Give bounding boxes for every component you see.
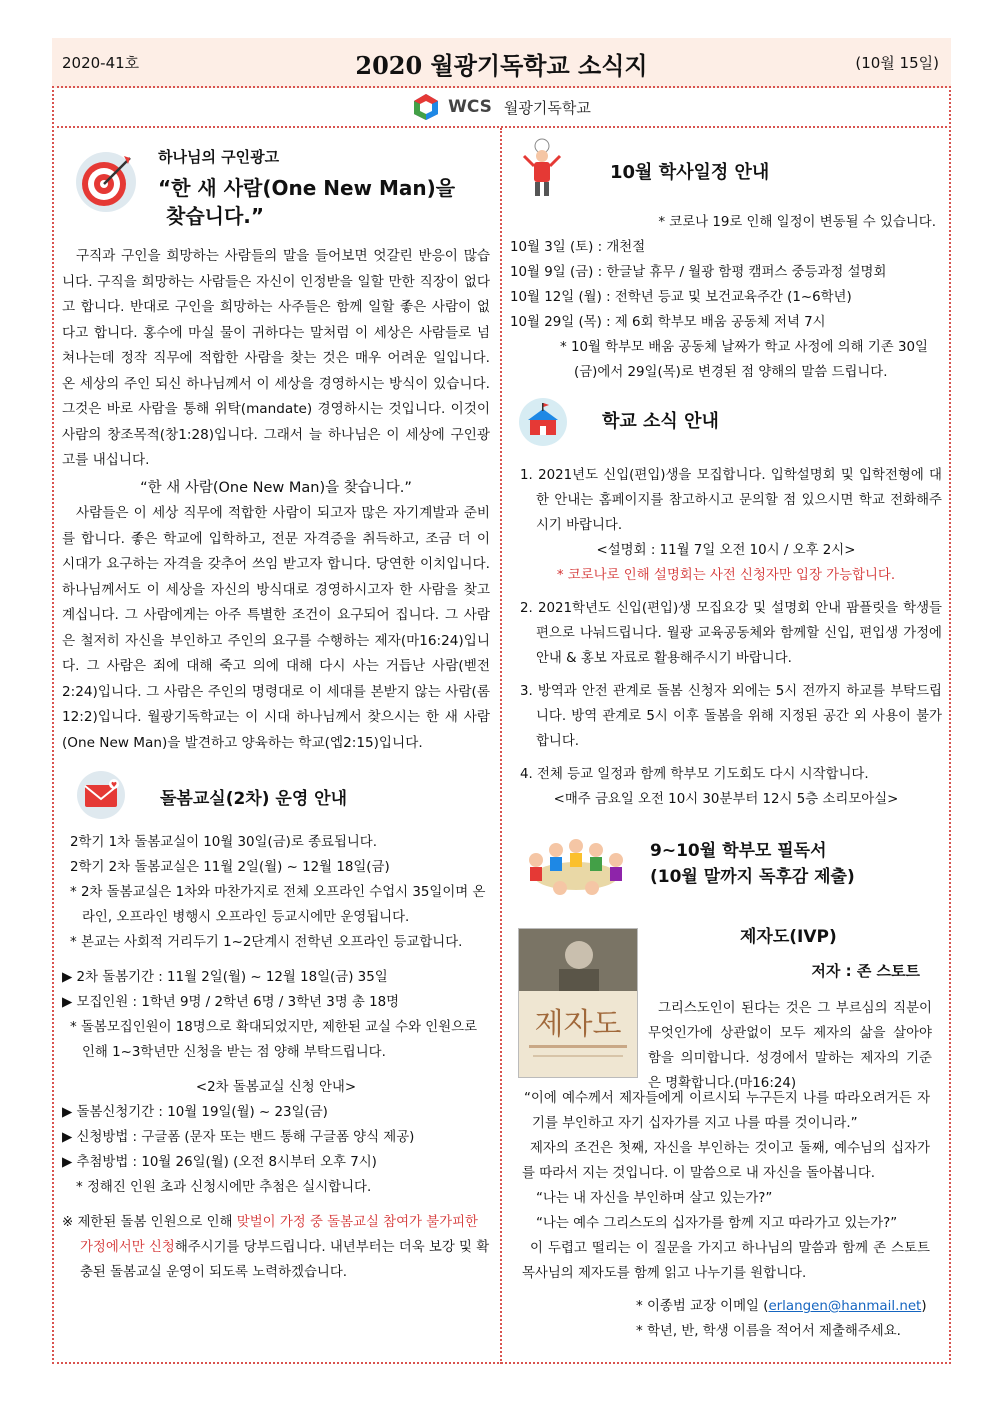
newsletter-header bbox=[52, 38, 951, 88]
book-quote: “이에 예수께서 제자들에게 이르시되 누구든지 나를 따라오려거든 자기를 부인하고 자기 십자가를 지고 나를 따를 것이니라.” bbox=[524, 1091, 930, 1131]
book-title-1: 9~10월 학부모 필독서 bbox=[650, 841, 827, 861]
news-item-4-sub: <매주 금요일 오전 10시 30분부터 12시 5층 소리모아실> bbox=[553, 792, 899, 807]
right-column bbox=[510, 132, 942, 1344]
ad-header bbox=[62, 132, 490, 242]
news-item-1-sub: <설명회 : 11월 7일 오전 10시 / 오후 2시> bbox=[596, 543, 856, 558]
book-info bbox=[510, 920, 942, 1091]
book-cover-rule-2 bbox=[533, 1055, 623, 1057]
book-question-1: “나는 내 자신을 부인하며 살고 있는가?” bbox=[536, 1191, 773, 1206]
book-cover bbox=[518, 928, 638, 1078]
schedule-note: * 10월 학부모 배움 공동체 날짜가 학교 사정에 의해 기존 30일(금)에서 29일(목)로 변경된 점 양해의 말씀 드립니다. bbox=[560, 340, 928, 380]
care-note-4: * 정해진 인원 초과 신청시에만 추첨은 실시합니다. bbox=[76, 1180, 372, 1195]
care-header bbox=[62, 766, 490, 830]
care-period: ▶ 2차 돌봄기간 : 11월 2일(월) ~ 12월 18일(금) 35일 bbox=[62, 970, 388, 985]
care-final-post: 해주시기를 당부드립니다. 내년부터는 더욱 보강 및 확충된 돌봄교실 운영이 되도록 노력하겠습니다. bbox=[80, 1240, 490, 1280]
care-title: 돌봄교실(2차) 운영 안내 bbox=[160, 789, 348, 809]
ad-headline-line1: “한 새 사람(One New Man)을 bbox=[158, 176, 456, 200]
book-question-2: “나는 예수 그리스도의 십자가를 함께 지고 따라가고 있는가?” bbox=[536, 1216, 898, 1231]
care-note-1: * 2차 돌봄교실은 1차와 마찬가지로 전체 오프라인 수업시 35일이며 온라인, 오프라인 병행시 오프라인 등교시에만 운영됩니다. bbox=[70, 885, 486, 925]
news-item-3: 3. 방역과 안전 관계로 돌봄 신청자 외에는 5시 전까지 하교를 부탁드립니다. 방역 관계로 5시 이후 돌봄을 위해 지정된 공간 외 사용이 불가합니다. bbox=[520, 684, 942, 749]
book-submit-note: * 학년, 반, 학생 이름을 적어서 제출해주세요. bbox=[636, 1324, 901, 1339]
chef-icon bbox=[522, 138, 562, 198]
care-line-1: 2학기 1차 돌봄교실이 10월 30일(금)로 종료됩니다. bbox=[70, 835, 378, 850]
wcs-logo-icon bbox=[412, 93, 440, 121]
book-email-line bbox=[510, 1294, 942, 1319]
care-apply-period: ▶ 돌봄신청기간 : 10월 19일(월) ~ 23일(금) bbox=[62, 1105, 328, 1120]
mail-icon bbox=[76, 770, 126, 820]
schedule-header bbox=[510, 132, 942, 210]
schedule-item-1: 10월 3일 (토) : 개천절 bbox=[510, 240, 646, 255]
ad-paragraph-1: 구직과 구인을 희망하는 사람들의 말을 들어보면 엇갈린 반응이 많습니다. 구직을 희망하는 사람들은 자신이 인정받을 일할 만한 직장이 없다고 합니다. 반대로 구인을 희망하는 사주들은 함께 일할 좋은 사람이 없다고 합니다. 홍수에 마실 물이 귀하다는 말처럼 이 세상은 사람들로 넘쳐나는데 정작 직무에 적합한 사람을 찾는 것은 매우 어려운 일입니다. 온 세상의 주인 되신 하나님께서 이 세상을 경영하시는 방식이 있습니다. 그것은 바로 사람을 통해 위탁(mandate) 경영하시는 것입니다. 이것이 사람의 창조목적(창1:28)입니다. 그래서 늘 하나님은 이 세상에 구인광고를 내십니다. bbox=[62, 248, 490, 468]
book-ending: 이 두렵고 떨리는 이 질문을 가지고 하나님의 말씀과 함께 존 스토트 목사님의 제자도를 함께 읽고 나누기를 원합니다. bbox=[522, 1241, 930, 1281]
book-email-suffix: ) bbox=[921, 1299, 927, 1314]
book-name: 제자도(IVP) bbox=[740, 927, 837, 947]
care-apply-title: <2차 돌봄교실 신청 안내> bbox=[195, 1080, 357, 1095]
schedule-item-3: 10월 12일 (월) : 전학년 등교 및 보건교육주간 (1~6학년) bbox=[510, 290, 852, 305]
ad-kicker: 하나님의 구인광고 bbox=[158, 148, 280, 166]
ad-quote: “한 새 사람(One New Man)을 찾습니다.” bbox=[140, 479, 412, 496]
children-icon bbox=[520, 832, 632, 902]
schedule-item-2: 10월 9일 (금) : 한글날 휴무 / 월광 함평 캠퍼스 중등과정 설명회 bbox=[510, 265, 887, 280]
issue-date: (10월 15일) bbox=[855, 54, 939, 72]
care-recruit: ▶ 모집인원 : 1학년 9명 / 2학년 6명 / 3학년 3명 총 18명 bbox=[62, 995, 400, 1010]
care-note-2: * 본교는 사회적 거리두기 1~2단계시 전학년 오프라인 등교합니다. bbox=[70, 935, 463, 950]
schedule-title: 10월 학사일정 안내 bbox=[610, 162, 770, 183]
news-item-1-warning: * 코로나로 인해 설명회는 사전 신청자만 입장 가능합니다. bbox=[556, 568, 896, 583]
care-lottery: ▶ 추첨방법 : 10월 26일(월) (오전 8시부터 오후 7시) bbox=[62, 1155, 377, 1170]
book-header bbox=[510, 824, 942, 920]
care-apply-method: ▶ 신청방법 : 구글폼 (문자 또는 밴드 통해 구글폼 양식 제공) bbox=[62, 1130, 415, 1145]
svg-text:♥: ♥ bbox=[110, 781, 118, 789]
care-final-highlight: 맞벌이 가정 중 돌봄교실 참여가 불가피한 가정에서만 신청 bbox=[80, 1215, 478, 1255]
book-email-prefix: * 이종범 교장 이메일 ( bbox=[636, 1299, 769, 1314]
book-cover-rule bbox=[529, 1045, 627, 1048]
logo-wcs: WCS bbox=[448, 97, 492, 117]
book-intro: 그리스도인이 된다는 것은 그 부르심의 직분이 무엇인가에 상관없이 모두 제자의 삶을 살아야 함을 의미합니다. 성경에서 말하는 제자의 기준은 명확합니다.(마16:24) bbox=[648, 1001, 932, 1091]
news-item-2: 2. 2021학년도 신입(편입)생 모집요강 및 설명회 안내 팜플릿을 학생들 편으로 나눠드립니다. 월광 교육공동체와 함께할 신입, 편입생 가정에 안내 & 홍보 자료로 활용해주시기 바랍니다. bbox=[520, 601, 942, 666]
ad-headline-line2: 찾습니다.” bbox=[166, 204, 265, 228]
target-icon bbox=[74, 150, 138, 214]
book-cover-photo bbox=[519, 929, 638, 991]
book-author: 저자 : 존 스토트 bbox=[811, 962, 920, 980]
care-final-pre: ※ 제한된 돌봄 인원으로 인해 bbox=[62, 1215, 237, 1230]
column-divider bbox=[500, 128, 502, 1364]
news-item-1: 1. 2021년도 신입(편입)생을 모집합니다. 입학설명회 및 입학전형에 대한 안내는 홈페이지를 참고하시고 문의할 점 있으시면 학교 전화해주시기 바랍니다. bbox=[520, 468, 942, 533]
issue-number: 2020-41호 bbox=[62, 54, 140, 72]
page-title: 2020 월광기독학교 소식지 bbox=[355, 51, 648, 80]
book-body: 제자의 조건은 첫째, 자신을 부인하는 것이고 둘째, 예수님의 십자가를 따라서 지는 것입니다. 이 말씀으로 내 자신을 돌아봅니다. bbox=[522, 1141, 930, 1181]
left-column bbox=[62, 132, 490, 1285]
news-header bbox=[510, 387, 942, 463]
school-icon bbox=[518, 397, 568, 447]
news-item-4: 4. 전체 등교 일정과 함께 학부모 기도회도 다시 시작합니다. bbox=[520, 767, 869, 782]
ad-paragraph-2: 사람들은 이 세상 직무에 적합한 사람이 되고자 많은 자기계발과 준비를 합니다. 좋은 학교에 입학하고, 전문 자격증을 취득하고, 조금 더 이 시대가 요구하는 자격을 갖추어 쓰임 받고자 합니다. 당연한 이치입니다. 하나님께서도 이 세상을 자신의 방식대로 경영하시고자 한 사람을 찾고 계십니다. 그 사람에게는 아주 특별한 조건이 요구되어 집니다. 그 사람은 철저히 자신을 부인하고 주인의 요구를 수행하는 제자(마16:24)입니다. 그 사람은 죄에 대해 죽고 의에 대해 다시 사는 거듭난 사람(벧전2:24)입니다. 그 사람은 주인의 명령대로 이 세대를 본받지 않는 사람(롬12:2)입니다. 월광기독학교는 이 시대 하나님께서 찾으시는 한 새 사람(One New Man)을 발견하고 양육하는 학교(엡2:15)입니다. bbox=[62, 505, 490, 751]
care-note-3: * 돌봄모집인원이 18명으로 확대되었지만, 제한된 교실 수와 인원으로 인해 1~3학년만 신청을 받는 점 양해 부탁드립니다. bbox=[70, 1020, 478, 1060]
logo-school-name: 월광기독학교 bbox=[503, 98, 591, 117]
book-title-2: (10월 말까지 독후감 제출) bbox=[650, 867, 855, 887]
care-final-note bbox=[62, 1210, 490, 1285]
book-cover-title: 제자도 bbox=[534, 1007, 622, 1042]
care-line-2: 2학기 2차 돌봄교실은 11월 2일(월) ~ 12월 18일(금) bbox=[70, 860, 390, 875]
news-title: 학교 소식 안내 bbox=[602, 411, 719, 432]
principal-email-link[interactable]: erlangen@hanmail.net bbox=[768, 1299, 922, 1314]
schedule-notice: * 코로나 19로 인해 일정이 변동될 수 있습니다. bbox=[658, 215, 936, 230]
logo-row bbox=[52, 88, 951, 128]
schedule-item-4: 10월 29일 (목) : 제 6회 학부모 배움 공동체 저녁 7시 bbox=[510, 315, 826, 330]
